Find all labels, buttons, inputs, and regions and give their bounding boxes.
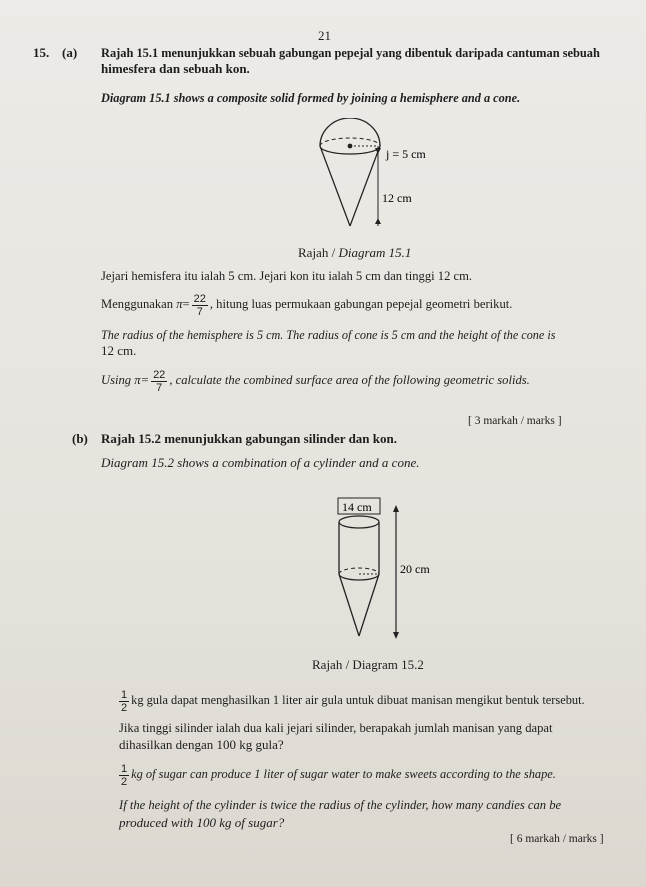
part-b-label: (b) bbox=[72, 431, 88, 446]
height-label: 12 cm bbox=[382, 191, 412, 205]
fraction-half: $\frac{1}{2}$ bbox=[121, 688, 128, 714]
part-a-english-intro: Diagram 15.1 shows a composite solid formed by joining a hemisphere and a cone. bbox=[101, 91, 521, 105]
fraction-22-7: $\frac{22}{7}$ bbox=[193, 292, 206, 318]
cylinder-height-label: 20 cm bbox=[400, 562, 430, 576]
part-a-marks: [ 3 markah / marks ] bbox=[468, 415, 562, 427]
part-b-english-intro: Diagram 15.2 shows a combination of a cylinder and a cone. bbox=[101, 455, 420, 470]
part-b-malay-line2: Jika tinggi silinder ialah dua kali jejari silinder, berapakah jumlah manisan yang dapat bbox=[119, 721, 553, 735]
part-b-english-line2: If the height of the cylinder is twice the radius of the cylinder, how many candies can be bbox=[119, 798, 562, 812]
part-b-malay-intro: Rajah 15.2 menunjukkan gabungan silinder dan kon. bbox=[101, 431, 397, 446]
fraction-half-english: $\frac{1}{2}$ bbox=[121, 762, 128, 788]
part-a-malay-given: Jejari hemisfera itu ialah 5 cm. Jejari kon itu ialah 5 cm dan tinggi 12 cm. bbox=[101, 269, 473, 283]
part-b-english-line1: $\frac{1}{2}$ kg of sugar can produce 1 liter of sugar water to make sweets according to the shape. bbox=[121, 762, 556, 788]
part-a-malay-line1: Rajah 15.1 menunjukkan sebuah gabungan pepejal yang dibentuk daripada cantuman sebuah bbox=[101, 46, 600, 60]
part-a-english-using: Using π= $\frac{22}{7}$ , calculate the combined surface area of the following geometric solids. bbox=[101, 368, 530, 394]
part-a-malay-line2: himesfera dan sebuah kon. bbox=[101, 61, 250, 76]
question-number: 15. bbox=[33, 45, 50, 60]
diameter-label: 14 cm bbox=[342, 500, 372, 514]
fraction-22-7-english: $\frac{22}{7}$ bbox=[153, 368, 166, 394]
diagram-15-1 bbox=[300, 118, 450, 238]
part-b-malay-line1: $\frac{1}{2}$ kg gula dapat menghasilkan 1 liter air gula untuk dibuat manisan mengikut bentuk tersebut. bbox=[121, 688, 585, 714]
radius-label: j = 5 cm bbox=[386, 147, 426, 161]
part-a-label: (a) bbox=[62, 45, 78, 60]
part-a-malay-using: Menggunakan π= $\frac{22}{7}$ , hitung luas permukaan gabungan pepejal geometri berikut. bbox=[101, 292, 513, 318]
page-number: 21 bbox=[318, 28, 331, 43]
diagram-15-2-caption: Rajah / Diagram 15.2 bbox=[312, 657, 424, 672]
part-b-english-line3: produced with 100 kg of sugar? bbox=[119, 815, 285, 830]
diagram-15-2 bbox=[320, 496, 440, 646]
part-a-english-given-line2: 12 cm. bbox=[101, 343, 137, 358]
part-b-marks: [ 6 markah / marks ] bbox=[510, 833, 604, 845]
diagram-15-1-caption: Rajah / Diagram 15.1 bbox=[298, 245, 412, 260]
part-a-english-given-line1: The radius of the hemisphere is 5 cm. The radius of cone is 5 cm and the height of the cone is bbox=[101, 328, 556, 342]
part-b-malay-line3: dihasilkan dengan 100 kg gula? bbox=[119, 737, 284, 752]
